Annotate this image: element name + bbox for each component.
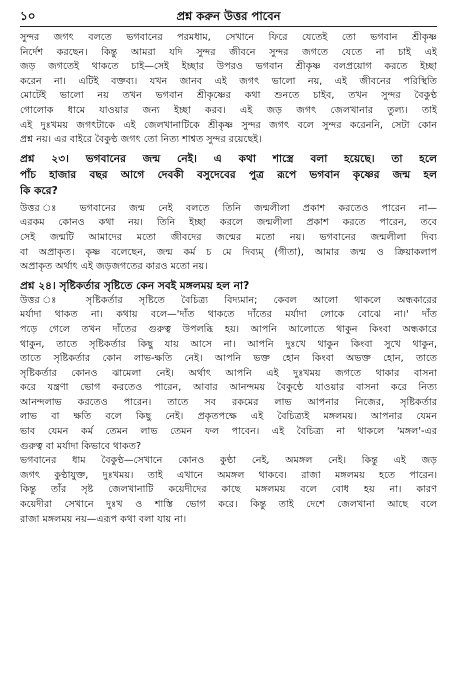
text-line: ভাব যেমন কর্ম তেমন লাভ তেমন ফল পাবেন। এই বৈচিত্র্য না থাকলে 'মঙ্গল'-এর (20, 426, 437, 438)
text-line: উত্তর ঃ সৃষ্টিকর্তার সৃষ্টিতে বৈচিত্র্য বিদ্যমান; কেবল আলো থাকলে অন্ধকারের (20, 294, 437, 306)
text-line: গোলোক ধামে যাওয়ার জন্য ইচ্ছা করব। এই জড় জগৎ জেলখানার তুল্য। তাই (20, 104, 437, 116)
question-23 (20, 151, 437, 199)
answer-24 (20, 294, 437, 455)
text-line: কিন্তু তাঁর সৃষ্ট জেলখানাটি কয়েদীদের কাছে মঙ্গলময় বলে বোধ হয় না। কারণ (20, 484, 437, 496)
text-line: এরকম কোনও কথা নয়। তিনি ইচ্ছা করলে জন্মলীলা প্রকাশ করতে পারেন, তবে (20, 217, 437, 229)
text-line: নির্দেশ করছেন। কিন্তু আমরা যদি সুন্দর জীবনে সুন্দর জগতে যেতে না চাই এই (20, 46, 437, 58)
text-line: জড় জগতেই থাকতে চাই—সেই ইচ্ছার উপরও ভগবান শ্রীকৃষ্ণ বলপ্রয়োগ করতে ইচ্ছা (20, 61, 437, 73)
text-line: করেন না। এটিই বক্তব্য। যখন জানব এই জগৎ ভালো নয়, এই জীবনের পরিস্থিতি (20, 75, 437, 87)
text-line: রাজা মঙ্গলময় নয়—এরূপ কথা বলা যায় না। (20, 513, 187, 525)
text-line: তাতে সৃষ্টিকর্তার কোন লাভ-ক্ষতি নেই। আপনি ভক্ত হোন কিংবা অভক্ত হোন, তাতে (20, 353, 437, 365)
question-24 (20, 278, 437, 294)
text-line: বা অপ্রাকৃত। কৃষ্ণ বলেছেন, জন্ম কর্ম চ মে দিব্যম্ (গীতা), আমার জন্ম ও ক্রিয়াকলাপ (20, 246, 437, 258)
text-line: করে যন্ত্রণা ভোগ করতেও পারেন, আবার আনন্দময় বৈকুণ্ঠে যাওয়ার বাসনা করে নিত্য (20, 382, 437, 394)
text-line: মর্যাদা থাকত না। কথায় বলে—'দাঁত থাকতে দাঁতের মর্যাদা লোকে বোঝে না।' দাঁত (20, 309, 437, 321)
page-header (20, 8, 437, 27)
text-line: প্রশ্ন নয়। এর বাইরে বৈকুণ্ঠ জগৎ তো নিত্য শাশ্বত সুন্দর রয়েছেই। (20, 134, 262, 146)
text-line: আনন্দলাভ করতেও পারেন। তাতে সব রকমের লাভ আপনার নিজের, সৃষ্টিকর্তার (20, 396, 437, 408)
question-line: প্রশ্ন ২৪। সৃষ্টিকর্তার সৃষ্টিতে কেন সবই মঙ্গলময় হল না? (20, 279, 250, 292)
question-line: প্রশ্ন ২৩। ভগবানের জন্ম নেই। এ কথা শাস্ত্রে বলা হয়েছে। তা হলে (20, 152, 437, 165)
question-line: কি করে? (20, 184, 58, 197)
text-line: অপ্রাকৃত অর্থাৎ এই জড়জগতের কারও মতো নয়। (20, 261, 208, 273)
text-line: গুরুত্ব বা মর্যাদা কিভাবে থাকত? (20, 440, 142, 452)
text-line: জগৎ কুণ্ঠাযুক্ত, দুঃখময়। তাই এখানে অমঙ্গল থাকবে। রাজা মঙ্গলময় হতে পারেন। (20, 469, 437, 481)
text-line: সৃষ্টিকর্তার কোনও ঝামেলা নেই। অর্থাৎ আপনি এই দুঃখময় জগতে থাকার বাসনা (20, 367, 437, 379)
answer-23 (20, 202, 437, 275)
text-line: লাভ বা ক্ষতি বলে কিছু নেই। প্রকৃতপক্ষে এই বৈচিত্র্যই মঙ্গলময়। আপনার যেমন (20, 411, 437, 423)
question-line: পাঁচ হাজার বছর আগে দেবকী বসুদেবের পুত্র রূপে ভগবান কৃষ্ণের জন্ম হল (20, 168, 437, 181)
text-line: এই দুঃখময় জগৎটাকে এই জেলখানাটিকে শ্রীকৃষ্ণ সুন্দর জগৎ বলে সুন্দর করেননি, সেটা কোন (20, 119, 437, 131)
page-number: ১০ (20, 9, 36, 23)
text-line: মোটেই ভালো নয় তখন ভগবান শ্রীকৃষ্ণের কথা শুনতে চাইব, তখন সুন্দর বৈকুণ্ঠ (20, 90, 437, 102)
running-title: প্রশ্ন করুন উত্তর পাবেন (176, 9, 281, 23)
text-line: কয়েদীরা সেখানে দুঃখ ও শাস্তি ভোগ করে। কিন্তু তাই দেশে জেলখানা আছে বলে (20, 499, 437, 511)
text-line: উত্তর ঃ ভগবানের জন্ম নেই বলতে তিনি জন্মলীলা প্রকাশ করতেও পারেন না— (20, 202, 437, 214)
paragraph-intro (20, 31, 437, 148)
text-line: সেই জন্মটি আমাদের মতো জীবদের জন্মের মতো নয়। ভগবানের জন্মলীলা দিব্য (20, 231, 437, 243)
text-line: পড়ে গেলে তখন দাঁতের গুরুত্ব উপলব্ধি হয়। আপনি আলোতে থাকুন কিংবা অন্ধকারে (20, 323, 437, 335)
paragraph-closing (20, 454, 437, 527)
text-line: থাকুন, তাতে সৃষ্টিকর্তার কিছু যায় আসে না। আপনি দুঃখে থাকুন কিংবা সুখে থাকুন, (20, 338, 437, 350)
text-line: সুন্দর জগৎ বলতে ভগবানের পরমধাম, সেখানে ফিরে যেতেই তো ভগবান শ্রীকৃষ্ণ (20, 32, 437, 43)
text-line: ভগবানের ধাম বৈকুণ্ঠ—সেখানে কোনও কুণ্ঠা নেই, অমঙ্গল নেই। কিন্তু এই জড় (20, 455, 437, 467)
